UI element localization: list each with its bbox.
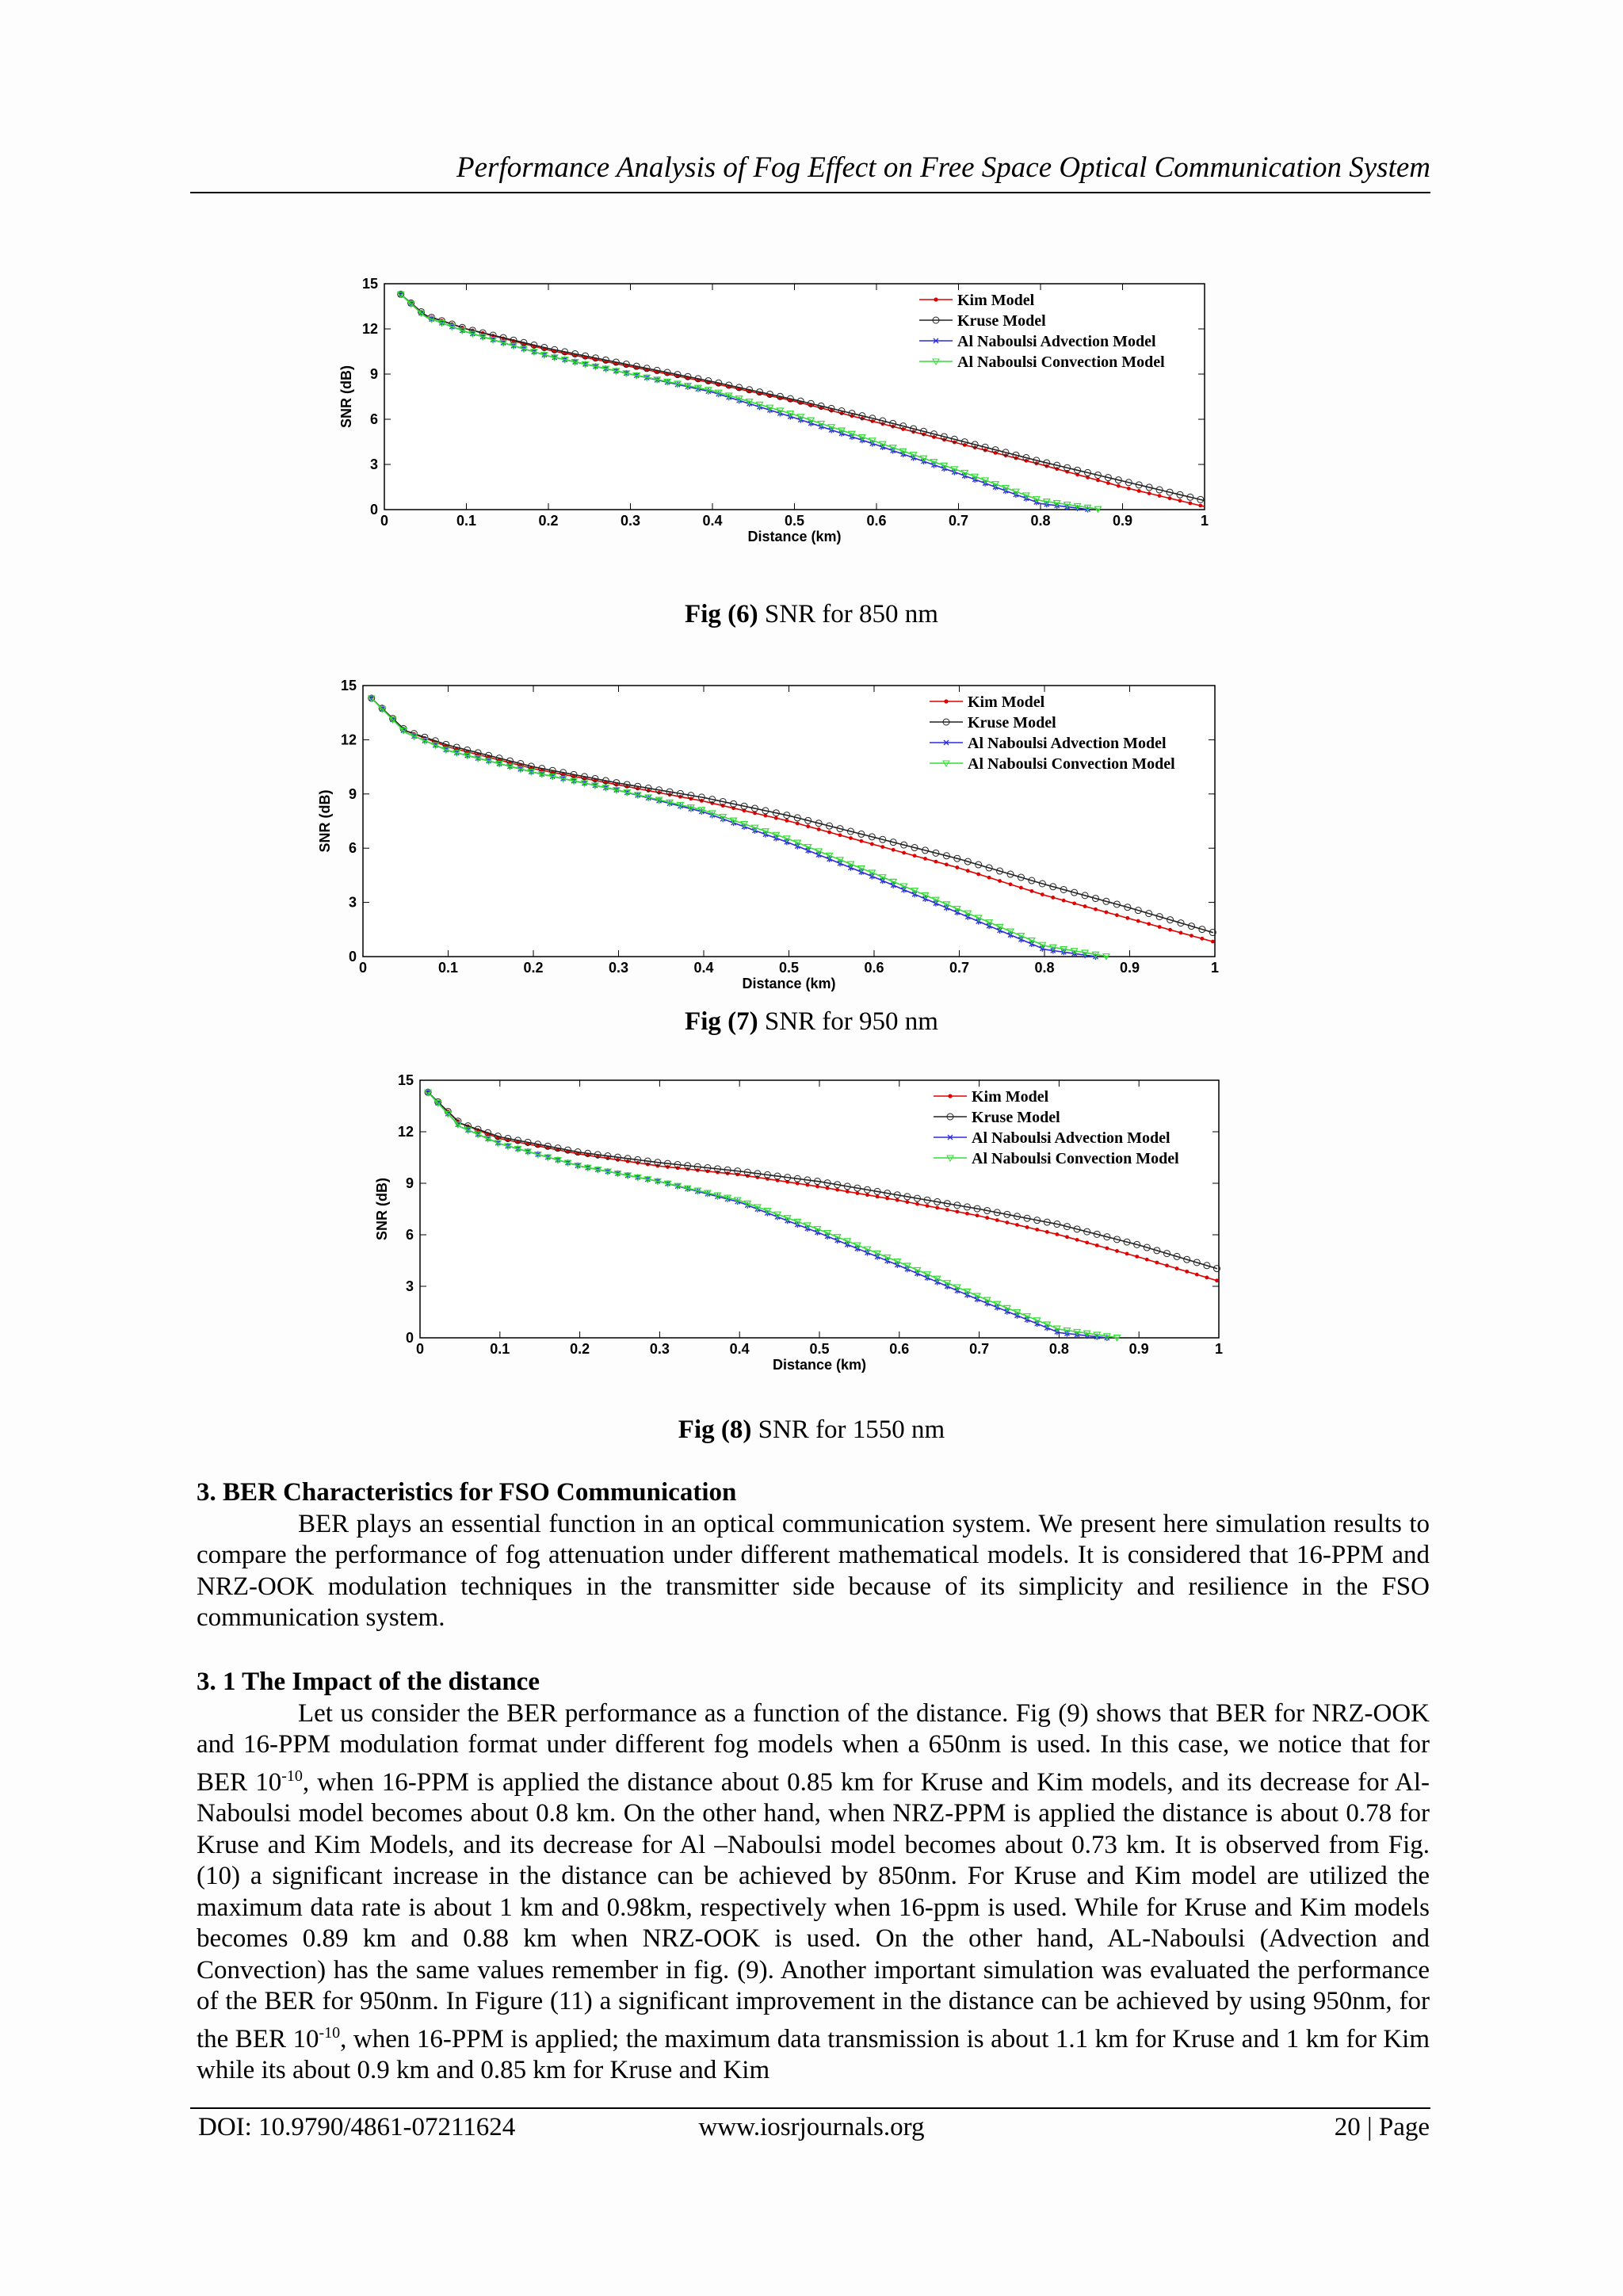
figure-snr-1550 xyxy=(301,1072,1224,1391)
running-header: Performance Analysis of Fog Effect on Free Space Optical Communication System xyxy=(456,151,1430,184)
data-point xyxy=(1095,1244,1099,1247)
data-point xyxy=(774,816,778,820)
data-point xyxy=(1168,928,1172,932)
legend-marker xyxy=(944,699,948,703)
x-tick-label: 0.2 xyxy=(538,513,559,529)
x-tick-label: 0.7 xyxy=(969,1341,990,1357)
data-point xyxy=(1135,1255,1139,1259)
legend-label: Al Naboulsi Advection Model xyxy=(972,1129,1170,1147)
data-point xyxy=(1125,916,1129,920)
data-point xyxy=(1062,899,1066,903)
data-point xyxy=(1055,1232,1059,1236)
data-point xyxy=(865,1193,869,1197)
x-tick-label: 0.1 xyxy=(456,513,477,529)
x-tick-label: 0.5 xyxy=(778,960,800,976)
data-point xyxy=(1035,1228,1039,1232)
data-point xyxy=(945,862,949,866)
paragraph-part-3: , when 16-PPM is applied; the maximum data transmission is about 1.1 km for Kruse and 1 km for Kim while its about 0.9 km and 0.85 km for Kruse and Kim xyxy=(197,2024,1430,2084)
data-point xyxy=(1085,1240,1089,1244)
data-point xyxy=(1178,499,1182,502)
x-axis-label: Distance (km) xyxy=(772,1357,867,1373)
data-point xyxy=(965,1212,969,1216)
y-tick-label: 6 xyxy=(405,1227,414,1243)
x-tick-label: 0.1 xyxy=(490,1341,510,1357)
data-point xyxy=(1105,911,1109,915)
footer-page-number: 20 | Page xyxy=(1334,2113,1430,2141)
data-point xyxy=(945,1208,949,1212)
y-tick-label: 6 xyxy=(369,411,378,427)
y-axis-label: SNR (dB) xyxy=(374,1178,390,1240)
legend-label: Al Naboulsi Convection Model xyxy=(972,1150,1179,1167)
data-point xyxy=(1083,904,1087,908)
data-point xyxy=(1005,1221,1009,1224)
y-tick-label: 3 xyxy=(348,894,357,911)
data-point xyxy=(1155,1261,1159,1265)
y-tick-label: 0 xyxy=(369,502,378,518)
legend-label: Kim Model xyxy=(957,292,1035,309)
y-tick-label: 0 xyxy=(348,949,357,965)
data-point xyxy=(1096,479,1100,483)
x-tick-label: 1 xyxy=(1210,960,1220,976)
y-tick-label: 12 xyxy=(361,321,378,337)
data-point xyxy=(827,831,831,835)
legend-label: Al Naboulsi Convection Model xyxy=(957,353,1165,371)
data-point xyxy=(806,824,810,828)
data-point xyxy=(1188,501,1192,505)
data-point xyxy=(1136,919,1140,923)
data-point xyxy=(923,857,927,861)
data-point xyxy=(1215,1278,1219,1282)
data-point xyxy=(987,876,991,880)
caption-label: Fig (7) xyxy=(685,1007,758,1036)
x-tick-label: 0.4 xyxy=(702,513,723,529)
caption-text: SNR for 850 nm xyxy=(758,600,938,628)
legend-label: Kruse Model xyxy=(972,1109,1060,1126)
data-point xyxy=(1145,1258,1149,1262)
data-point xyxy=(902,851,906,855)
section-3 xyxy=(197,1477,1430,1634)
data-point xyxy=(1175,1266,1179,1270)
y-tick-label: 9 xyxy=(369,366,378,382)
caption-text: SNR for 1550 nm xyxy=(751,1415,945,1444)
y-tick-label: 15 xyxy=(340,678,357,693)
data-point xyxy=(785,819,789,823)
data-point xyxy=(926,1204,930,1208)
legend-label: Al Naboulsi Convection Model xyxy=(968,755,1175,773)
data-point xyxy=(849,836,853,840)
paragraph-part-1: Let us consider the BER performance as a function of the distance. Fig (9) shows that BER for NRZ-OOK and 16-PPM modulation format under different fog models when a 650nm is used. In this case, we notice that for BER 10 xyxy=(197,1698,1430,1797)
data-point xyxy=(1137,489,1141,493)
data-point xyxy=(896,1198,899,1202)
figure-snr-850 xyxy=(301,269,1220,555)
data-point xyxy=(1195,1273,1199,1277)
data-point xyxy=(1117,484,1121,488)
x-tick-label: 0 xyxy=(380,513,389,529)
data-point xyxy=(955,1209,959,1213)
x-tick-label: 0.4 xyxy=(729,1341,750,1357)
x-tick-label: 1 xyxy=(1200,513,1209,529)
plot-area xyxy=(420,1080,1219,1338)
x-tick-label: 0.3 xyxy=(608,960,629,976)
data-point xyxy=(1009,882,1013,886)
data-point xyxy=(1205,1276,1209,1280)
section-3-1-heading: 3. 1 The Impact of the distance xyxy=(197,1668,540,1696)
data-point xyxy=(1106,481,1110,485)
x-tick-label: 0 xyxy=(415,1341,425,1357)
x-tick-label: 0.7 xyxy=(949,960,970,976)
data-point xyxy=(1125,1252,1129,1256)
legend-label: Kruse Model xyxy=(957,312,1046,330)
y-axis-label: SNR (dB) xyxy=(338,365,354,428)
data-point xyxy=(1198,504,1202,508)
chart-svg xyxy=(301,1072,1224,1391)
figure-7-caption xyxy=(0,1007,1623,1037)
data-point xyxy=(876,1195,880,1199)
data-point xyxy=(985,1216,989,1220)
x-tick-label: 0.4 xyxy=(693,960,714,976)
section-3-1 xyxy=(197,1667,1430,2087)
x-tick-label: 0.8 xyxy=(1048,1341,1069,1357)
data-point xyxy=(913,854,917,858)
ber-exponent-1: -10 xyxy=(281,1767,303,1785)
legend-label: Kruse Model xyxy=(968,714,1056,732)
data-point xyxy=(976,873,980,877)
data-point xyxy=(1190,934,1193,938)
y-tick-label: 3 xyxy=(405,1278,414,1294)
data-point xyxy=(966,869,970,873)
data-point xyxy=(955,865,959,869)
section-3-1-body xyxy=(197,1698,1430,2087)
y-tick-label: 12 xyxy=(397,1124,414,1140)
data-point xyxy=(995,1218,999,1222)
data-point xyxy=(1025,1225,1029,1229)
x-tick-label: 0.2 xyxy=(570,1341,590,1357)
y-axis-label: SNR (dB) xyxy=(317,789,333,853)
data-point xyxy=(700,799,704,803)
ber-exponent-2: -10 xyxy=(319,2023,341,2042)
data-point xyxy=(1045,1230,1049,1234)
data-point xyxy=(826,1186,830,1190)
data-point xyxy=(817,827,821,831)
caption-label: Fig (8) xyxy=(678,1415,752,1444)
x-tick-label: 0.9 xyxy=(1119,960,1140,976)
data-point xyxy=(1200,937,1204,941)
legend-label: Kim Model xyxy=(972,1088,1049,1106)
y-tick-label: 15 xyxy=(397,1072,414,1088)
data-point xyxy=(1147,922,1151,926)
x-tick-label: 0.8 xyxy=(1030,513,1051,529)
data-point xyxy=(746,1174,750,1178)
chart-svg xyxy=(301,678,1220,1010)
data-point xyxy=(998,879,1002,883)
data-point xyxy=(605,1156,609,1160)
data-point xyxy=(1055,467,1059,471)
section-3-heading: 3. BER Characteristics for FSO Communication xyxy=(197,1478,737,1507)
data-point xyxy=(840,411,844,415)
data-point xyxy=(1041,892,1044,896)
data-point xyxy=(1015,1223,1019,1227)
x-tick-label: 0.3 xyxy=(649,1341,670,1357)
y-tick-label: 0 xyxy=(405,1330,414,1346)
legend-marker xyxy=(934,297,938,301)
data-point xyxy=(1211,940,1215,944)
x-tick-label: 0.5 xyxy=(784,513,805,529)
footer-website: www.iosrjournals.org xyxy=(698,2113,925,2141)
data-point xyxy=(1115,1249,1119,1253)
x-tick-label: 0.8 xyxy=(1034,960,1055,976)
data-point xyxy=(1065,1235,1069,1239)
chart-svg xyxy=(301,269,1220,555)
x-tick-label: 0.7 xyxy=(948,513,969,529)
data-point xyxy=(976,1213,980,1217)
data-point xyxy=(885,1197,889,1201)
x-axis-label: Distance (km) xyxy=(742,976,836,991)
data-point xyxy=(880,845,884,849)
data-point xyxy=(1168,496,1172,500)
figure-snr-950 xyxy=(301,678,1220,1010)
x-tick-label: 0.6 xyxy=(889,1341,910,1357)
x-tick-label: 0.6 xyxy=(864,960,884,976)
x-tick-label: 0.5 xyxy=(809,1341,830,1357)
footer-rule xyxy=(190,2107,1430,2109)
figure-8-caption xyxy=(0,1415,1623,1445)
data-point xyxy=(1029,889,1033,893)
data-point xyxy=(1072,901,1076,905)
data-point xyxy=(1094,907,1098,911)
data-point xyxy=(934,860,938,864)
data-point xyxy=(815,1185,819,1189)
header-rule xyxy=(190,192,1430,193)
data-point xyxy=(915,1202,919,1206)
y-tick-label: 6 xyxy=(348,840,357,857)
paragraph-part-2: , when 16-PPM is applied the distance about 0.85 km for Kruse and Kim models, and its decrease for Al-Naboulsi model becomes about 0.8 km. On the other hand, when NRZ-PPM is applied the distance is about 0.78 for Kruse and Kim Models, and its decrease for Al –Naboulsi model becomes about 0.73 km. It is observed from Fig. (10) a significant increase in the distance can be achieved by 850nm. For Kruse and Kim model are utilized the maximum data rate is about 1 km and 0.98km, respectively when 16-ppm is used. While for Kruse and Kim models becomes 0.89 km and 0.88 km when NRZ-OOK is used. On the other hand, AL-Naboulsi (Advection and Convection) has the same values remember in fig. (9). Another important simulation was evaluated the performance of the BER for 950nm. In Figure (11) a significant improvement in the distance can be achieved by using 950nm, for the BER 10 xyxy=(197,1767,1430,2053)
figure-6-caption xyxy=(0,600,1623,629)
x-axis-label: Distance (km) xyxy=(747,529,842,544)
data-point xyxy=(1179,931,1183,935)
x-tick-label: 1 xyxy=(1214,1341,1224,1357)
legend-marker xyxy=(948,1094,952,1098)
x-tick-label: 0.3 xyxy=(620,513,641,529)
y-tick-label: 9 xyxy=(405,1175,414,1191)
section-3-body: BER plays an essential function in an optical communication system. We present here simulation results to compare the performance of fog attenuation under different mathematical models. It is considered that 16-PPM and NRZ-OOK modulation techniques in the transmitter side because of its simplicity and resilience in the FSO communication system. xyxy=(197,1509,1430,1632)
data-point xyxy=(796,822,800,826)
x-tick-label: 0.9 xyxy=(1112,513,1133,529)
caption-text: SNR for 950 nm xyxy=(758,1007,938,1036)
data-point xyxy=(870,842,874,846)
data-point xyxy=(846,1190,850,1194)
x-tick-label: 0.2 xyxy=(523,960,544,976)
data-point xyxy=(1148,491,1151,495)
data-point xyxy=(905,1200,909,1204)
caption-label: Fig (6) xyxy=(685,600,758,628)
data-point xyxy=(859,839,863,843)
y-tick-label: 12 xyxy=(340,732,357,748)
legend-label: Kim Model xyxy=(968,693,1045,711)
data-point xyxy=(1075,1238,1079,1242)
data-point xyxy=(1105,1247,1109,1251)
data-point xyxy=(1051,896,1055,900)
data-point xyxy=(1165,1263,1169,1267)
data-point xyxy=(1158,494,1162,498)
data-point xyxy=(1158,925,1162,929)
data-point xyxy=(1019,886,1023,890)
x-tick-label: 0.9 xyxy=(1128,1341,1149,1357)
y-tick-label: 9 xyxy=(348,785,357,802)
data-point xyxy=(855,1191,859,1195)
data-point xyxy=(1127,487,1131,491)
data-point xyxy=(1185,1270,1189,1274)
y-tick-label: 3 xyxy=(369,457,378,472)
y-tick-label: 15 xyxy=(361,276,378,292)
data-point xyxy=(838,833,842,837)
data-point xyxy=(935,1206,939,1210)
x-tick-label: 0.1 xyxy=(437,960,459,976)
legend-label: Al Naboulsi Advection Model xyxy=(957,333,1156,350)
data-point xyxy=(835,1188,839,1192)
data-point xyxy=(892,848,896,852)
data-point xyxy=(764,814,768,818)
data-point xyxy=(1115,913,1119,917)
footer-doi: DOI: 10.9790/4861-07211624 xyxy=(198,2113,516,2141)
x-tick-label: 0 xyxy=(358,960,368,976)
legend-label: Al Naboulsi Advection Model xyxy=(968,735,1167,752)
x-tick-label: 0.6 xyxy=(866,513,887,529)
